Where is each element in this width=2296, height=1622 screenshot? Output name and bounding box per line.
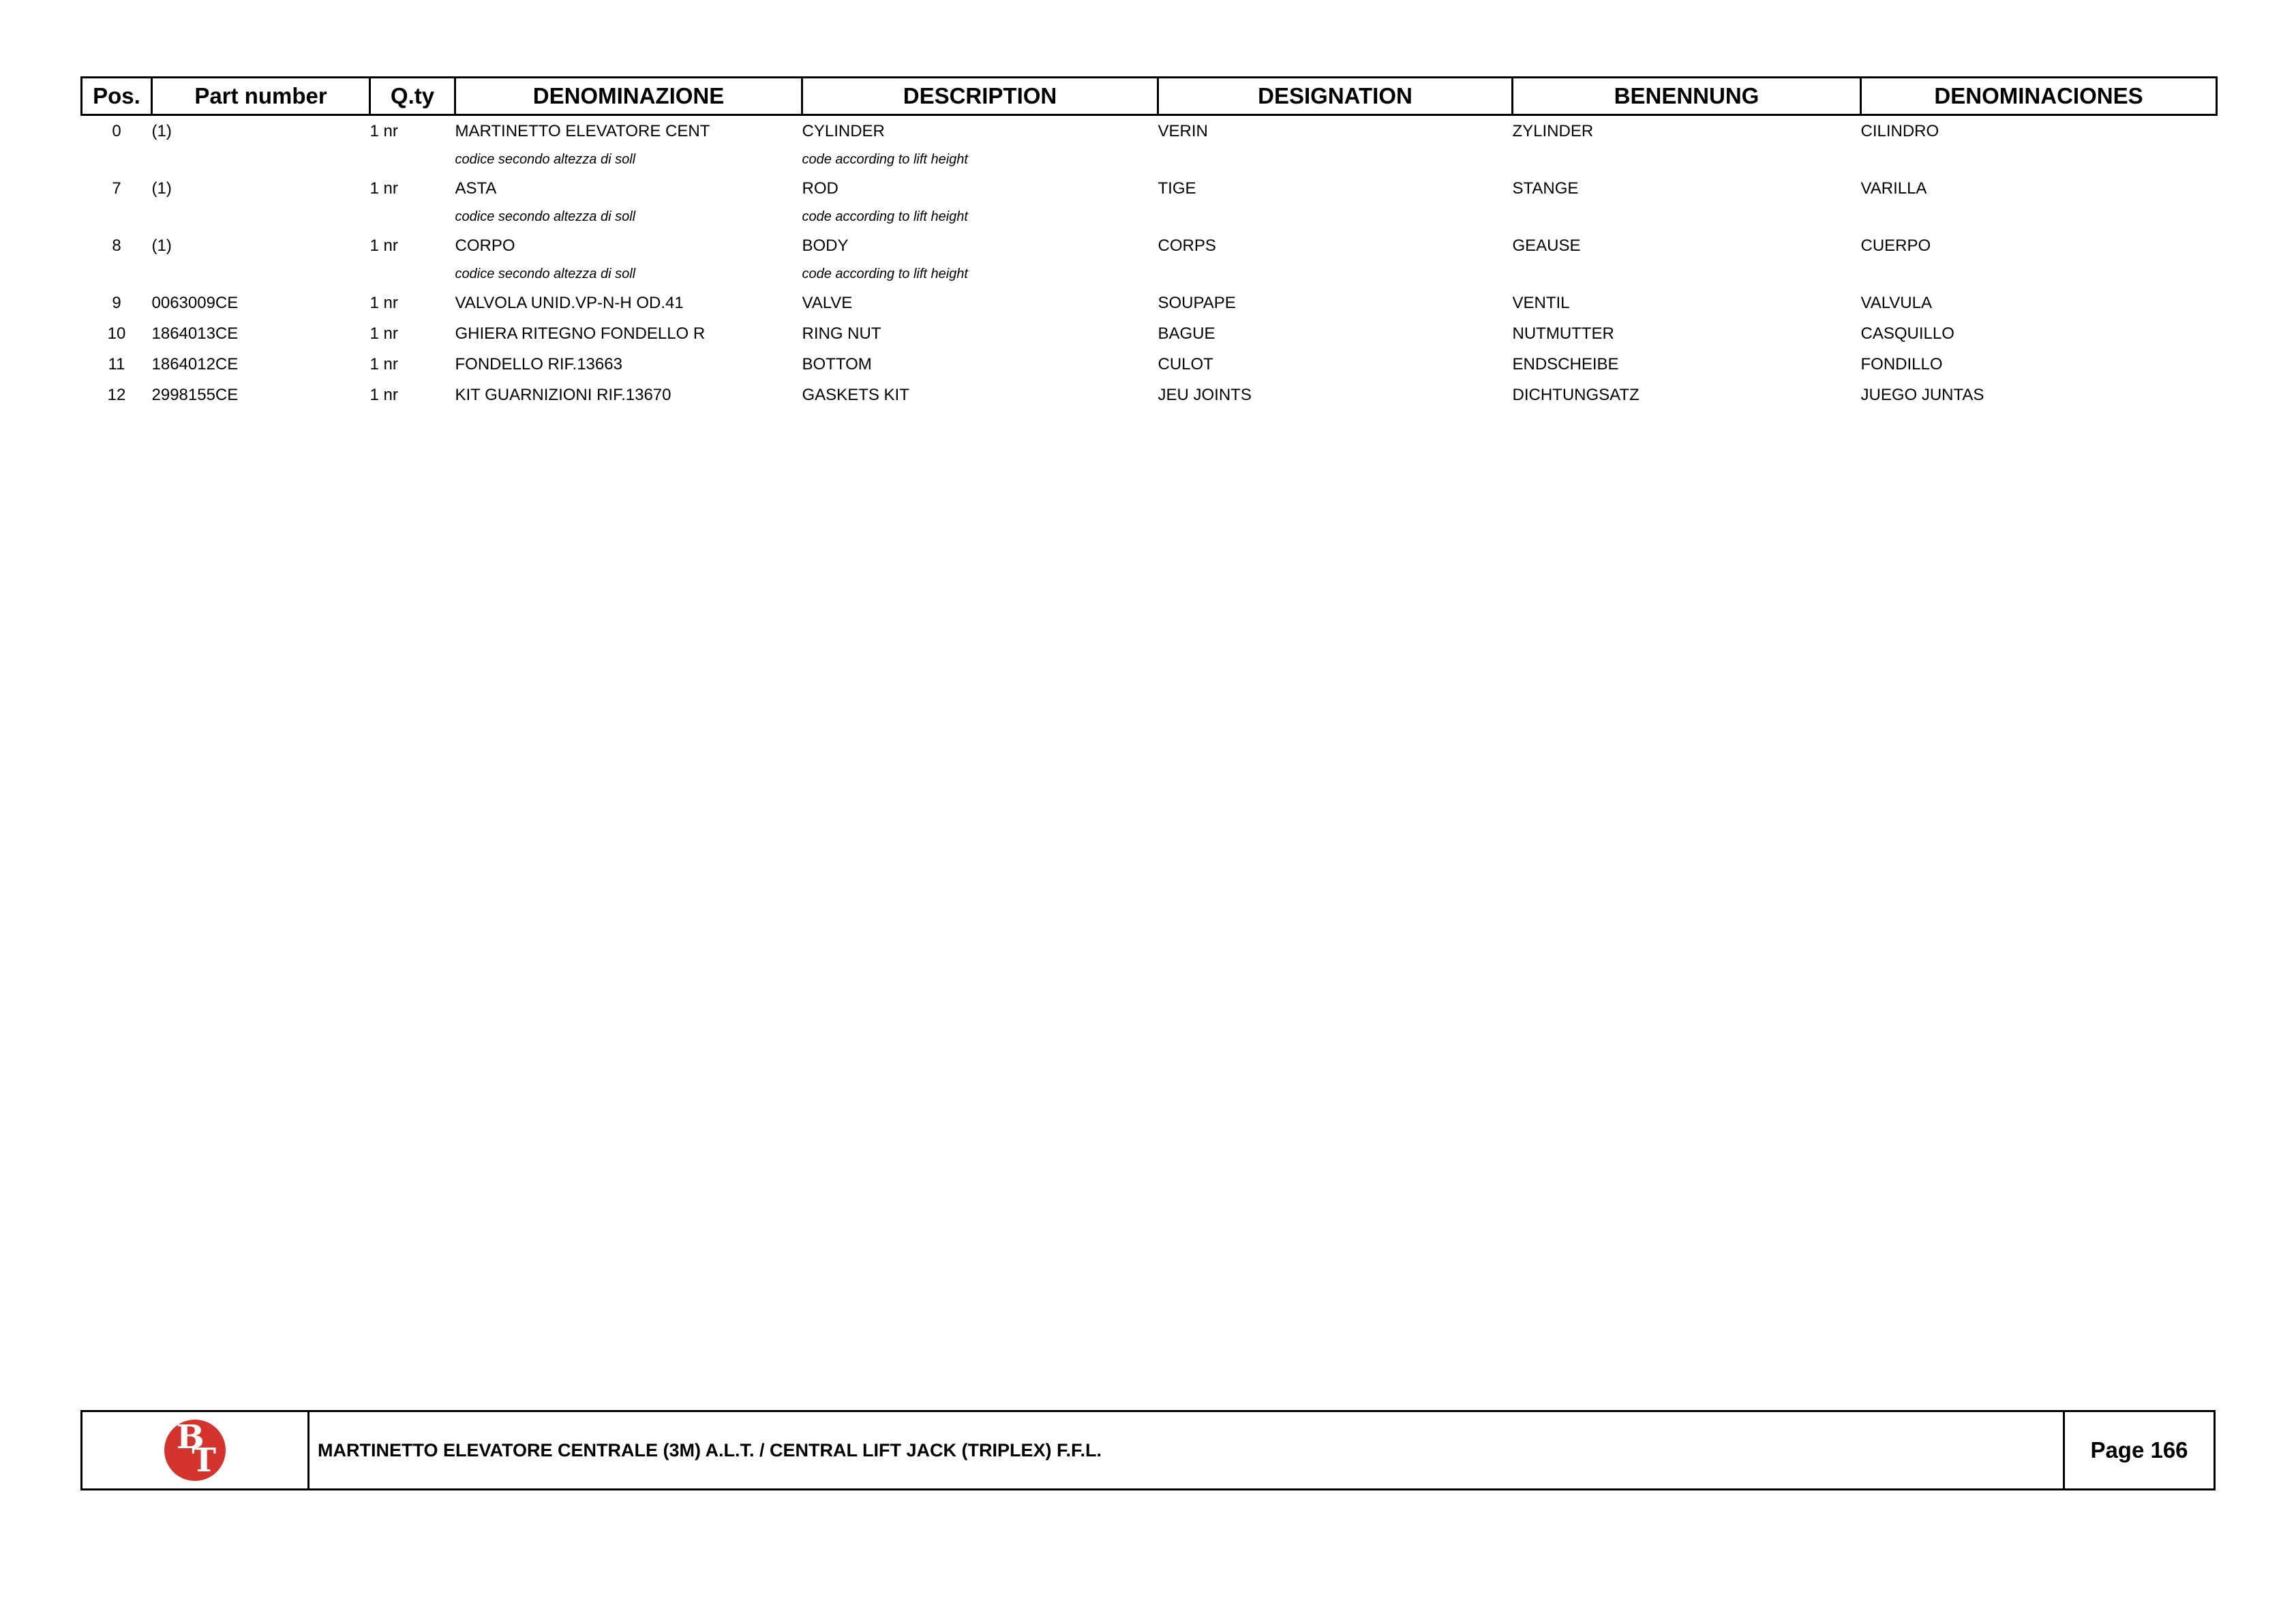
cell-benennung: GEAUSE (1512, 236, 1581, 255)
cell-denominaciones: CILINDRO (1860, 122, 1939, 140)
description-note: code according to lift height (802, 266, 968, 281)
cell-denominaciones: CUERPO (1860, 236, 1931, 255)
description-text: ROD (802, 179, 839, 198)
cell-benennung: ZYLINDER (1512, 122, 1594, 140)
cell-part-number: (1) (151, 179, 172, 198)
cell-denominazione: KIT GUARNIZIONI RIF.13670 (455, 386, 671, 404)
footer-title: MARTINETTO ELEVATORE CENTRALE (3M) A.L.T. / CENTRAL LIFT JACK (TRIPLEX) F.F.L. (309, 1412, 2065, 1488)
column-header-denominaciones: DENOMINACIONES (1861, 78, 2217, 115)
cell-qty: 1 nr (369, 179, 398, 198)
cell-designation: BAGUE (1158, 324, 1215, 343)
description-text: CYLINDER (802, 122, 885, 140)
cell-designation: SOUPAPE (1158, 294, 1236, 312)
footer-bar (80, 1410, 2216, 1490)
cell-designation: CORPS (1158, 236, 1216, 255)
cell-part-number: 2998155CE (151, 386, 239, 404)
table-row (82, 115, 2217, 174)
cell-part-number: (1) (151, 122, 172, 140)
cell-denominaciones: CASQUILLO (1860, 324, 1954, 343)
table-row (82, 230, 2217, 288)
bt-logo-letter-t: T (192, 1441, 216, 1480)
cell-denominazione (455, 230, 802, 288)
cell-denominazione (455, 115, 802, 174)
cell-description: VALVE (802, 294, 853, 312)
cell-denominaciones: FONDILLO (1860, 355, 1943, 373)
description-text: BODY (802, 236, 849, 255)
cell-benennung: NUTMUTTER (1512, 324, 1614, 343)
denominazione-text: MARTINETTO ELEVATORE CENT (455, 122, 710, 140)
denominazione-note: codice secondo altezza di soll (455, 209, 636, 224)
cell-pos: 8 (112, 236, 121, 255)
cell-benennung: DICHTUNGSATZ (1512, 386, 1640, 404)
table-row (82, 349, 2217, 380)
footer-logo-cell (82, 1412, 309, 1488)
cell-denominazione: VALVOLA UNID.VP-N-H OD.41 (455, 294, 684, 312)
cell-pos: 0 (112, 122, 121, 140)
cell-part-number: 1864013CE (151, 324, 239, 343)
denominazione-text: CORPO (455, 236, 515, 255)
cell-benennung: STANGE (1512, 179, 1579, 198)
table-header-row (82, 78, 2217, 115)
column-header-designation: DESIGNATION (1158, 78, 1513, 115)
table-row (82, 173, 2217, 230)
column-header-pos: Pos. (82, 78, 152, 115)
column-header-denominazione: DENOMINAZIONE (455, 78, 802, 115)
column-header-benennung: BENENNUNG (1513, 78, 1861, 115)
cell-part-number: 1864012CE (151, 355, 239, 373)
cell-qty: 1 nr (369, 355, 398, 373)
cell-pos: 9 (112, 294, 121, 312)
column-header-qty: Q.ty (370, 78, 455, 115)
table-row (82, 288, 2217, 318)
cell-designation: CULOT (1158, 355, 1213, 373)
cell-designation: VERIN (1158, 122, 1208, 140)
cell-denominazione (455, 173, 802, 230)
cell-qty: 1 nr (369, 122, 398, 140)
cell-qty: 1 nr (369, 386, 398, 404)
cell-description (802, 173, 1158, 230)
cell-qty: 1 nr (369, 236, 398, 255)
cell-designation: TIGE (1158, 179, 1196, 198)
cell-benennung: ENDSCHEIBE (1512, 355, 1619, 373)
cell-pos: 12 (107, 386, 126, 404)
cell-description (802, 115, 1158, 174)
bt-logo-letter-b: B (177, 1418, 205, 1456)
cell-description: BOTTOM (802, 355, 872, 373)
table-row (82, 380, 2217, 410)
cell-denominazione: FONDELLO RIF.13663 (455, 355, 622, 373)
cell-pos: 10 (107, 324, 126, 343)
table-row (82, 318, 2217, 349)
column-header-part-number: Part number (152, 78, 370, 115)
cell-benennung: VENTIL (1512, 294, 1570, 312)
denominazione-note: codice secondo altezza di soll (455, 266, 636, 281)
cell-denominaciones: VARILLA (1860, 179, 1927, 198)
cell-description: GASKETS KIT (802, 386, 909, 404)
denominazione-text: ASTA (455, 179, 497, 198)
cell-denominaciones: VALVULA (1860, 294, 1932, 312)
cell-pos: 7 (112, 179, 121, 198)
page-number: Page 166 (2090, 1437, 2188, 1463)
cell-pos: 11 (108, 355, 125, 373)
cell-designation: JEU JOINTS (1158, 386, 1252, 404)
cell-description (802, 230, 1158, 288)
bt-logo-icon (164, 1420, 226, 1481)
cell-part-number: (1) (151, 236, 172, 255)
cell-qty: 1 nr (369, 294, 398, 312)
denominazione-note: codice secondo altezza di soll (455, 152, 636, 167)
cell-description: RING NUT (802, 324, 881, 343)
cell-qty: 1 nr (369, 324, 398, 343)
cell-denominazione: GHIERA RITEGNO FONDELLO R (455, 324, 706, 343)
parts-table (80, 76, 2218, 410)
description-note: code according to lift height (802, 209, 968, 224)
cell-denominaciones: JUEGO JUNTAS (1860, 386, 1984, 404)
description-note: code according to lift height (802, 152, 968, 167)
column-header-description: DESCRIPTION (802, 78, 1158, 115)
cell-part-number: 0063009CE (151, 294, 239, 312)
